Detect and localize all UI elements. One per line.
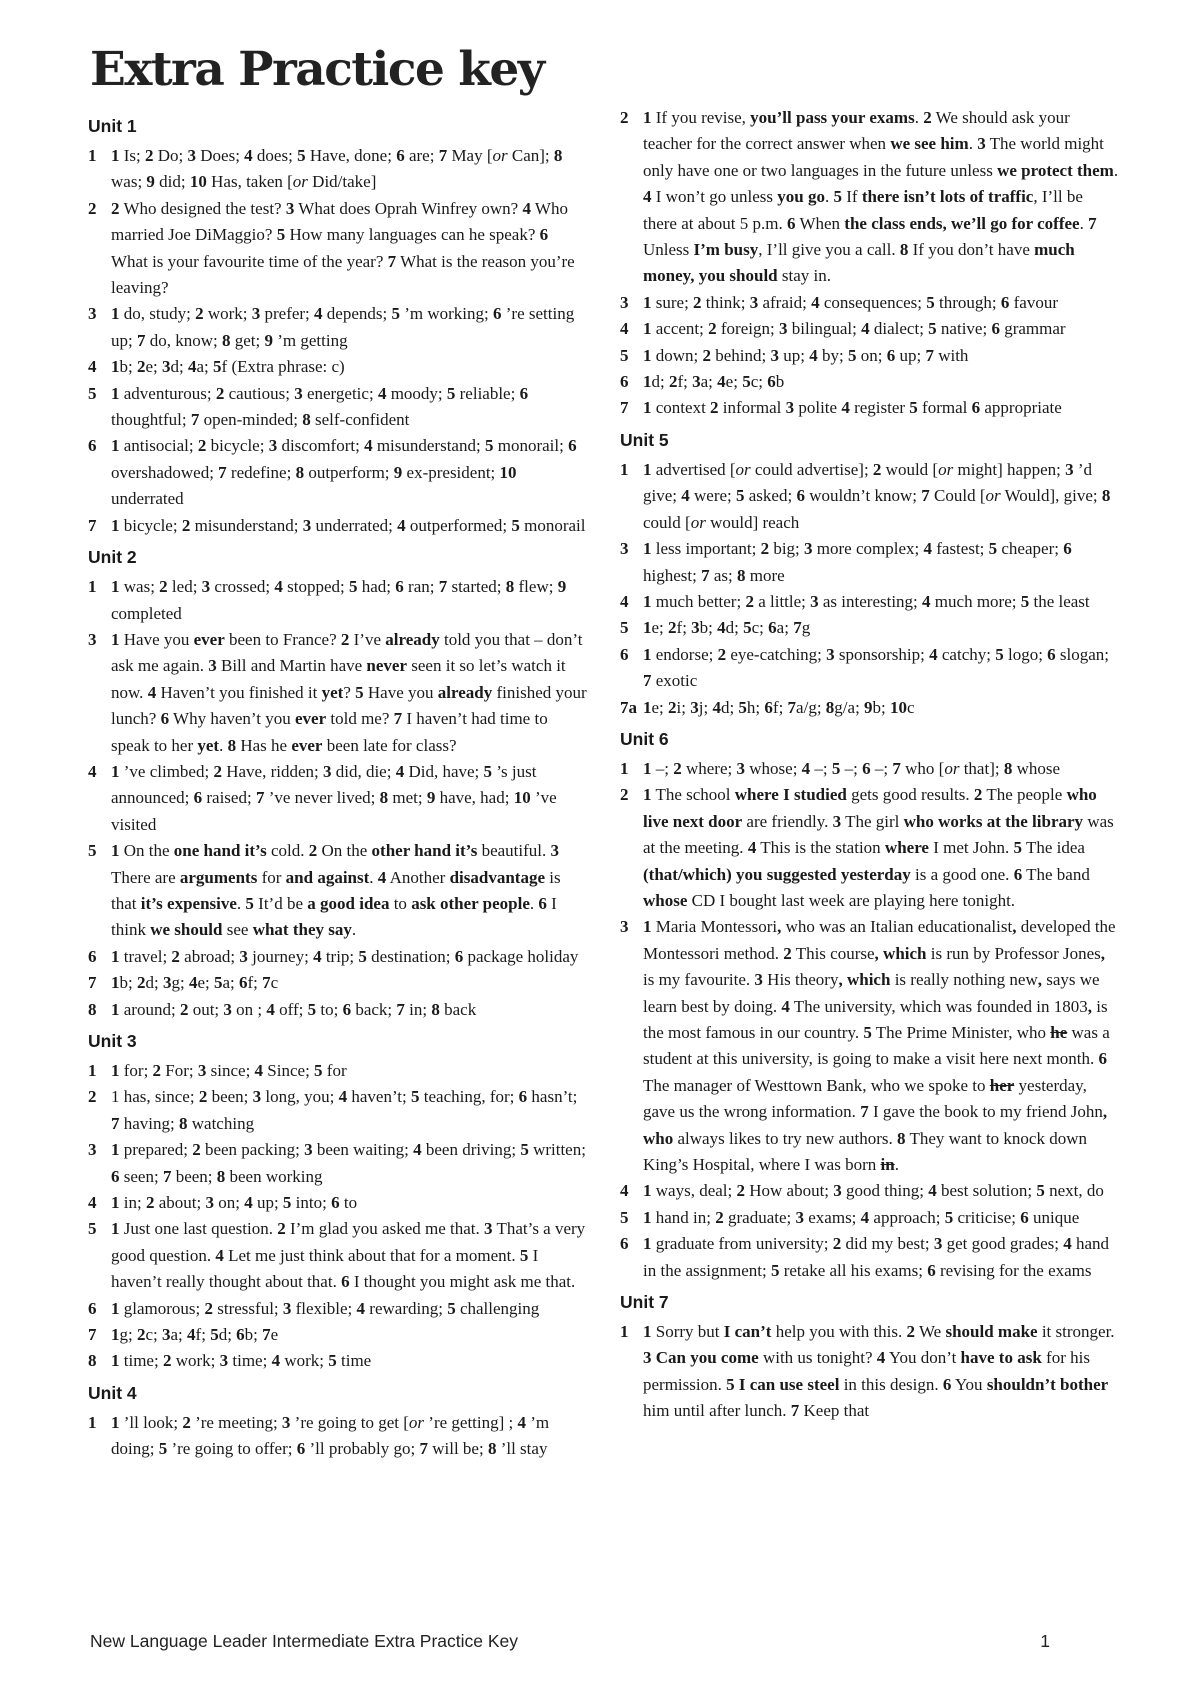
exercise-row [620,290,1120,316]
exercise-answers: 1 has, since; 2 been; 3 long, you; 4 haven’t; 5 teaching, for; 6 hasn’t; 7 having; 8 watching [111,1087,578,1133]
exercise-number: 7 [88,515,97,535]
exercise-number: 4 [88,1193,97,1213]
exercise-number: 2 [88,1087,97,1107]
exercise-number: 8 [88,1351,97,1371]
exercise-number: 1 [620,459,629,479]
exercise-number: 1 [620,1322,629,1342]
exercise-row [620,316,1120,342]
exercise-row [88,759,588,838]
exercise-answers: 1 bicycle; 2 misunderstand; 3 underrated; 4 outperformed; 5 monorail [111,515,586,535]
exercise-row [620,1178,1120,1204]
exercise-answers: 1 travel; 2 abroad; 3 journey; 4 trip; 5 destination; 6 package holiday [111,946,579,966]
exercise-number: 4 [620,319,629,339]
exercise-answers: 1e; 2f; 3b; 4d; 5c; 6a; 7g [643,618,811,638]
exercise-number: 5 [620,618,629,638]
exercise-number: 7 [88,973,97,993]
exercise-row [620,1205,1120,1231]
exercise-answers: 1 Sorry but I can’t help you with this. 2 We should make it stronger. 3 Can you come with us tonight? 4 You don’t have to ask for his permission. 5 I can use steel in this design. 6 You shouldn’t bother him until after lunch. 7 Keep that [643,1322,1115,1421]
footer-text: New Language Leader Intermediate Extra Practice Key [90,1631,519,1651]
exercise-number: 5 [620,345,629,365]
unit-heading: Unit 6 [620,728,669,749]
unit-heading: Unit 1 [88,116,137,136]
exercise-row [620,615,1120,641]
exercise-answers: 1 do, study; 2 work; 3 prefer; 4 depends; 5 ’m working; 6 ’re setting up; 7 do, know; 8 get; 9 ’m getting [111,304,575,350]
exercise-answers: 1 The school where I studied gets good results. 2 The people who live next door are friendly. 3 The girl who works at the library was at the meeting. 4 This is the station where I met John. 5 The idea (that/which) you suggested yesterday is a good one. 6 The band whose CD I bought last week are playing here tonight. [643,785,1114,910]
exercise-number: 6 [620,372,629,392]
exercise-answers: 1 glamorous; 2 stressful; 3 flexible; 4 rewarding; 5 challenging [111,1298,540,1318]
document-title: Extra Practice key [90,42,544,97]
unit-heading: Unit 3 [88,1031,137,1051]
exercise-row [620,914,1120,1178]
exercise-row [88,1084,588,1137]
exercise-answers: 1 around; 2 out; 3 on ; 4 off; 5 to; 6 back; 7 in; 8 back [111,999,477,1019]
exercise-row [88,433,588,512]
exercise-row [88,1137,588,1190]
exercise-answers: 1 On the one hand it’s cold. 2 On the other hand it’s beautiful. 3 There are arguments for and against. 4 Another disadvantage is that it’s expensive. 5 It’d be a good idea to ask other people. 6 I think we should see what they say. [111,841,561,940]
exercise-row [88,997,588,1023]
exercise-answers: 1 prepared; 2 been packing; 3 been waiting; 4 been driving; 5 written; 6 seen; 7 been; 8 been working [111,1140,586,1186]
exercise-answers: 1 advertised [or could advertise]; 2 would [or might] happen; 3 ’d give; 4 were; 5 asked; 6 wouldn’t know; 7 Could [or Would], give; 8 could [or would] reach [643,459,1111,532]
exercise-row [620,1231,1120,1284]
exercise-answers: 1e; 2i; 3j; 4d; 5h; 6f; 7a/g; 8g/a; 9b; 10c [643,697,915,717]
exercise-number: 1 [88,1061,97,1080]
exercise-row [620,369,1120,395]
unit-section [88,1381,588,1463]
unit-heading: Unit 5 [620,429,669,450]
exercise-row [88,1410,588,1463]
exercise-answers: 1b; 2d; 3g; 4e; 5a; 6f; 7c [111,973,279,993]
exercise-answers: 1 in; 2 about; 3 on; 4 up; 5 into; 6 to [111,1193,358,1213]
exercise-answers: 1 sure; 2 think; 3 afraid; 4 consequences; 5 through; 6 favour [643,292,1058,312]
left-column [88,108,588,1463]
exercise-row [88,1058,588,1084]
exercise-answers: 1 accent; 2 foreign; 3 bilingual; 4 dialect; 5 native; 6 grammar [643,319,1066,339]
exercise-row [620,395,1120,421]
exercise-number: 7a [620,697,637,717]
exercise-number: 5 [88,841,97,861]
exercise-number: 8 [88,999,97,1019]
exercise-row [620,343,1120,369]
exercise-number: 1 [620,758,629,778]
exercise-row [620,536,1120,589]
exercise-number: 2 [88,198,97,218]
unit-section [88,545,588,1023]
exercise-row [88,574,588,627]
exercise-answers: 1 Just one last question. 2 I’m glad you asked me that. 3 That’s a very good question. 4 Let me just think about that for a moment. 5 I haven’t really thought about that. 6 I thought you might ask me that. [111,1219,586,1292]
exercise-row [620,756,1120,782]
exercise-answers: 1 graduate from university; 2 did my best; 3 get good grades; 4 hand in the assignment; 5 retake all his exams; 6 revising for the exams [643,1234,1109,1280]
exercise-number: 4 [620,1181,629,1201]
exercise-row [620,782,1120,914]
unit-section [620,1290,1120,1425]
exercise-number: 7 [620,398,629,418]
exercise-number: 3 [620,292,629,312]
exercise-answers: 1 down; 2 behind; 3 up; 4 by; 5 on; 6 up; 7 with [643,345,969,365]
exercise-row [88,143,588,196]
exercise-answers: 1g; 2c; 3a; 4f; 5d; 6b; 7e [111,1325,279,1345]
exercise-row [88,381,588,434]
exercise-answers: 1 ’ll look; 2 ’re meeting; 3 ’re going to get [or ’re getting] ; 4 ’m doing; 5 ’re going to offer; 6 ’ll probably go; 7 will be; 8 ’ll stay [111,1412,550,1459]
exercise-number: 6 [88,946,97,966]
exercise-row [620,457,1120,536]
exercise-answers: 1 much better; 2 a little; 3 as interesting; 4 much more; 5 the least [643,591,1090,611]
exercise-number: 6 [620,1234,629,1254]
exercise-number: 2 [620,108,629,127]
exercise-answers: 1 Maria Montessori, who was an Italian educationalist, developed the Montessori method. 2 This course, which is run by Professor Jones, is my favourite. 3 His theory, which is really nothing new, says we learn best by doing. 4 The university, which was founded in 1803, is the most famous in our country. 5 The Prime Minister, who he was a student at this university, is going to make a visit here next month. 6 The manager of Westtown Bank, who we spoke to her yesterday, gave us the wrong information. 7 I gave the book to my friend John, who always likes to try new authors. 8 They want to knock down King’s Hospital, where I was born in. [643,917,1116,1175]
unit-heading: Unit 4 [88,1382,137,1403]
exercise-number: 3 [620,539,629,559]
exercise-row [620,695,1120,721]
page-number: 1 [1040,1631,1050,1651]
exercise-row [620,589,1120,615]
exercise-answers: 1 ’ve climbed; 2 Have, ridden; 3 did, die; 4 Did, have; 5 ’s just announced; 6 raised; 7 ’ve never lived; 8 met; 9 have, had; 10 ’ve visited [111,761,557,834]
exercise-row [88,627,588,759]
exercise-answers: 1 Is; 2 Do; 3 Does; 4 does; 5 Have, done; 6 are; 7 May [or Can]; 8 was; 9 did; 10 Has, taken [or Did/take] [111,146,563,192]
exercise-answers: 1 –; 2 where; 3 whose; 4 –; 5 –; 6 –; 7 who [or that]; 8 whose [643,758,1061,778]
right-column [620,105,1120,1425]
exercise-number: 3 [88,304,97,324]
exercise-answers: 1b; 2e; 3d; 4a; 5f (Extra phrase: c) [111,357,345,377]
exercise-answers: 1 If you revise, you’ll pass your exams. 2 We should ask your teacher for the correct answer when we see him. 3 The world might only have one or two languages in the future unless we protect them. 4 I won’t go unless you go. 5 If there isn’t lots of traffic, I’ll be there at about 5 p.m. 6 When the class ends, we’ll go for coffee. 7 Unless I’m busy, I’ll give you a call. 8 If you don’t have much money, you should stay in. [643,108,1119,286]
exercise-answers: 1 adventurous; 2 cautious; 3 energetic; 4 moody; 5 reliable; 6 thoughtful; 7 open-minded; 8 self-confident [111,383,529,430]
exercise-answers: 1 endorse; 2 eye-catching; 3 sponsorship; 4 catchy; 5 logo; 6 slogan; 7 exotic [643,644,1110,691]
exercise-row [88,1216,588,1295]
exercise-number: 6 [620,644,629,664]
unit-section [88,1029,588,1375]
exercise-row [88,196,588,302]
exercise-number: 3 [88,1140,97,1160]
unit-heading: Unit 2 [88,547,137,568]
exercise-row [88,1322,588,1348]
unit-section [88,114,588,539]
exercise-number: 4 [620,591,629,611]
exercise-answers: 1 Have you ever been to France? 2 I’ve already told you that – don’t ask me again. 3 Bill and Martin have never seen it so let’s watch it now. 4 Haven’t you finished it yet? 5 Have you already finished your lunch? 6 Why haven’t you ever told me? 7 I haven’t had time to speak to her yet. 8 Has he ever been late for class? [111,629,587,755]
exercise-row [88,513,588,539]
exercise-answers: 1 was; 2 led; 3 crossed; 4 stopped; 5 had; 6 ran; 7 started; 8 flew; 9 completed [111,577,567,623]
exercise-number: 3 [88,629,97,649]
exercise-row [88,301,588,354]
exercise-number: 2 [620,785,629,805]
exercise-number: 5 [88,1219,97,1239]
exercise-number: 4 [88,357,97,377]
exercise-row [620,105,1120,290]
exercise-row [88,970,588,996]
exercise-number: 1 [88,577,97,597]
exercise-row [620,642,1120,695]
exercise-row [88,944,588,970]
exercise-number: 6 [88,1298,97,1318]
unit-heading: Unit 7 [620,1292,669,1313]
exercise-number: 4 [88,761,97,781]
exercise-number: 1 [88,1412,97,1432]
exercise-number: 1 [88,146,97,165]
exercise-answers: 1d; 2f; 3a; 4e; 5c; 6b [643,372,785,392]
exercise-number: 7 [88,1325,97,1345]
exercise-number: 6 [88,436,97,456]
exercise-row [88,1348,588,1374]
exercise-answers: 2 Who designed the test? 3 What does Oprah Winfrey own? 4 Who married Joe DiMaggio? 5 How many languages can he speak? 6 What is your favourite time of the year? 7 What is the reason you’re leaving? [111,198,575,298]
exercise-row [88,1296,588,1322]
exercise-answers: 1 less important; 2 big; 3 more complex; 4 fastest; 5 cheaper; 6 highest; 7 as; 8 more [643,539,1072,585]
exercise-row [88,838,588,944]
exercise-answers: 1 for; 2 For; 3 since; 4 Since; 5 for [111,1061,347,1080]
exercise-answers: 1 antisocial; 2 bicycle; 3 discomfort; 4 misunderstand; 5 monorail; 6 overshadowed; 7 redefine; 8 outperform; 9 ex-president; 10 underrated [111,436,577,509]
exercise-row [88,354,588,380]
exercise-number: 5 [620,1207,629,1227]
footer [90,1631,1050,1652]
exercise-number: 5 [88,383,97,403]
exercise-answers: 1 ways, deal; 2 How about; 3 good thing; 4 best solution; 5 next, do [643,1181,1104,1201]
exercise-row [88,1190,588,1216]
exercise-answers: 1 hand in; 2 graduate; 3 exams; 4 approach; 5 criticise; 6 unique [643,1207,1080,1227]
unit-section [620,105,1120,422]
exercise-number: 3 [620,917,629,937]
exercise-answers: 1 context 2 informal 3 polite 4 register 5 formal 6 appropriate [643,398,1062,418]
unit-section [620,727,1120,1284]
unit-section [620,428,1120,721]
exercise-row [620,1319,1120,1425]
exercise-answers: 1 time; 2 work; 3 time; 4 work; 5 time [111,1351,372,1371]
